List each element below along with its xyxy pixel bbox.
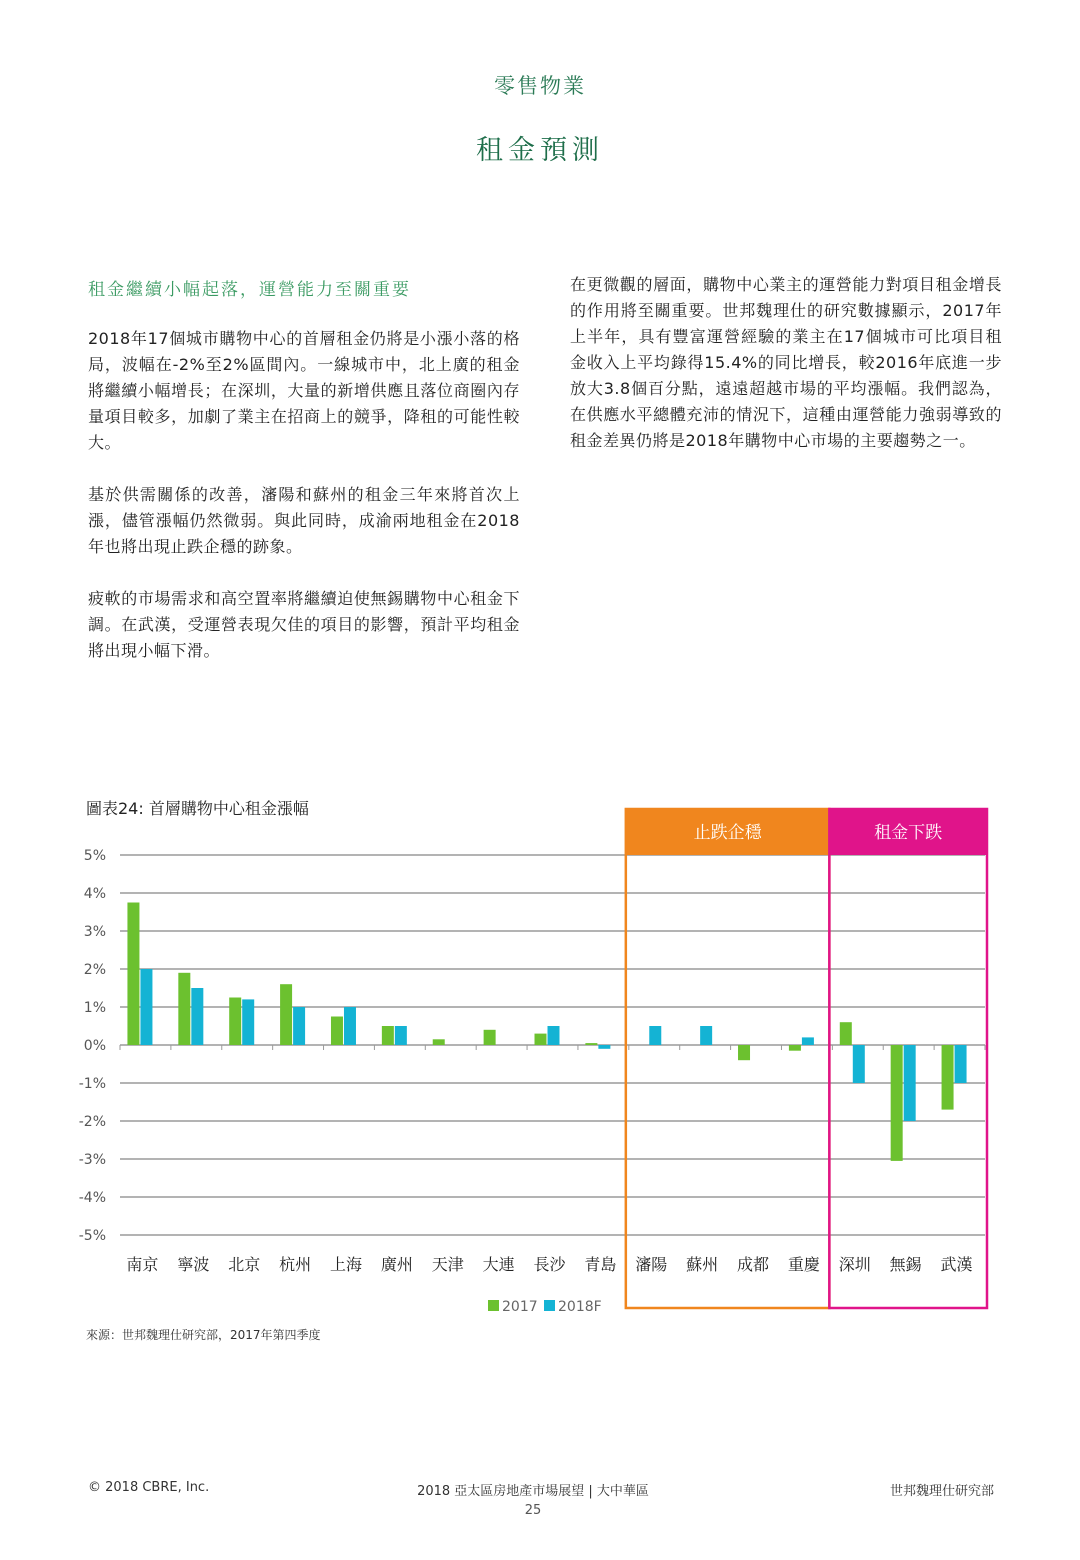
legend-swatch bbox=[488, 1300, 499, 1311]
category-label: 成都 bbox=[737, 1255, 770, 1274]
legend-swatch bbox=[544, 1300, 555, 1311]
y-tick-label: -1% bbox=[78, 1076, 106, 1092]
y-tick-label: 4% bbox=[83, 886, 106, 902]
bar-2018F-瀋陽 bbox=[649, 1026, 661, 1045]
category-label: 武漢 bbox=[940, 1255, 973, 1274]
category-label: 瀋陽 bbox=[635, 1255, 668, 1274]
section-label: 零售物業 bbox=[494, 74, 586, 98]
bar-2017-上海 bbox=[331, 1017, 343, 1046]
category-label: 杭州 bbox=[279, 1255, 312, 1274]
category-label: 深圳 bbox=[838, 1255, 871, 1274]
y-tick-label: -5% bbox=[78, 1228, 106, 1244]
paragraph: 2018年17個城市購物中心的首層租金仍將是小漲小落的格局，波幅在-2%至2%區間內。一線城市中，北上廣的租金將繼續小幅增長；在深圳，大量的新增供應且落位商圈內存量項目較多，加劇了業主在招商上的競爭，降租的可能性較大。 bbox=[88, 329, 520, 452]
bar-2018F-杭州 bbox=[293, 1007, 305, 1045]
category-label: 無錫 bbox=[889, 1255, 922, 1274]
bar-2018F-上海 bbox=[344, 1007, 356, 1045]
y-tick-label: 3% bbox=[83, 924, 106, 940]
bar-2017-天津 bbox=[433, 1039, 445, 1045]
y-tick-label: 1% bbox=[83, 1000, 106, 1016]
category-label: 上海 bbox=[329, 1255, 362, 1274]
y-tick-label: 2% bbox=[83, 962, 106, 978]
chart-title: 圖表24: 首層購物中心租金漲幅 bbox=[86, 799, 309, 818]
bar-2017-南京 bbox=[127, 903, 139, 1046]
bar-2018F-青島 bbox=[598, 1045, 610, 1049]
group-box bbox=[626, 809, 830, 1308]
bar-2017-成都 bbox=[738, 1045, 750, 1060]
category-label: 青島 bbox=[584, 1255, 617, 1274]
page-number: 25 bbox=[524, 1503, 542, 1518]
subheading: 租金繼續小幅起落，運營能力至關重要 bbox=[88, 280, 411, 300]
bar-2017-武漢 bbox=[942, 1045, 954, 1110]
category-label: 廣州 bbox=[380, 1255, 413, 1274]
category-label: 蘇州 bbox=[686, 1255, 719, 1274]
bar-2017-杭州 bbox=[280, 984, 292, 1045]
bar-2018F-深圳 bbox=[853, 1045, 865, 1083]
bar-2017-重慶 bbox=[789, 1045, 801, 1051]
bar-2018F-長沙 bbox=[548, 1026, 560, 1045]
category-label: 天津 bbox=[431, 1255, 464, 1274]
footer-department: 世邦魏理仕研究部 bbox=[889, 1484, 994, 1499]
bar-2017-寧波 bbox=[178, 973, 190, 1045]
bar-2018F-重慶 bbox=[802, 1037, 814, 1045]
bar-2018F-無錫 bbox=[904, 1045, 916, 1121]
bar-2017-廣州 bbox=[382, 1026, 394, 1045]
source-note: 來源：世邦魏理仕研究部，2017年第四季度 bbox=[86, 1328, 321, 1342]
bar-2018F-寧波 bbox=[191, 988, 203, 1045]
group-label: 止跌企穩 bbox=[693, 823, 762, 843]
category-label: 大連 bbox=[482, 1255, 515, 1274]
bar-2018F-武漢 bbox=[955, 1045, 967, 1083]
legend-label: 2017 bbox=[502, 1299, 538, 1315]
bar-2018F-廣州 bbox=[395, 1026, 407, 1045]
y-tick-label: 5% bbox=[83, 848, 106, 864]
bar-2018F-北京 bbox=[242, 999, 254, 1045]
footer-copyright: © 2018 CBRE, Inc. bbox=[88, 1480, 210, 1495]
legend-label: 2018F bbox=[558, 1299, 602, 1315]
y-tick-label: -3% bbox=[78, 1152, 106, 1168]
category-label: 南京 bbox=[126, 1255, 159, 1274]
bar-2017-長沙 bbox=[535, 1034, 547, 1045]
y-tick-label: 0% bbox=[83, 1038, 106, 1054]
paragraph: 基於供需關係的改善，瀋陽和蘇州的租金三年來將首次上漲，儘管漲幅仍然微弱。與此同時，成渝兩地租金在2018年也將出現止跌企穩的跡象。 bbox=[88, 485, 520, 556]
category-label: 寧波 bbox=[177, 1255, 210, 1274]
category-label: 北京 bbox=[228, 1255, 261, 1274]
paragraph: 在更微觀的層面，購物中心業主的運營能力對項目租金增長的作用將至關重要。世邦魏理仕的研究數據顯示，2017年上半年，具有豐富運營經驗的業主在17個城市可比項目租金收入上平均錄得15.4%的同比增長，較2016年底進一步放大3.8個百分點，遠遠超越市場的平均漲幅。我們認為，在供應水平總體充沛的情況下，這種由運營能力強弱導致的租金差異仍將是2018年購物中心市場的主要趨勢之一。 bbox=[570, 275, 1002, 450]
bar-2017-北京 bbox=[229, 998, 241, 1046]
bar-2017-大連 bbox=[484, 1030, 496, 1045]
bar-2018F-蘇州 bbox=[700, 1026, 712, 1045]
page-title: 租金預測 bbox=[476, 135, 604, 166]
bar-2018F-南京 bbox=[140, 969, 152, 1045]
paragraph: 疲軟的市場需求和高空置率將繼續迫使無錫購物中心租金下調。在武漢，受運營表現欠佳的項目的影響，預計平均租金將出現小幅下滑。 bbox=[88, 589, 520, 660]
category-label: 長沙 bbox=[533, 1255, 566, 1274]
y-tick-label: -2% bbox=[78, 1114, 106, 1130]
footer-report-title: 2018 亞太區房地產市場展望 | 大中華區 bbox=[417, 1484, 649, 1499]
y-tick-label: -4% bbox=[78, 1190, 106, 1206]
group-label: 租金下跌 bbox=[874, 823, 943, 843]
bar-2017-深圳 bbox=[840, 1022, 852, 1045]
bar-2017-無錫 bbox=[891, 1045, 903, 1161]
bar-2017-青島 bbox=[585, 1043, 597, 1045]
category-label: 重慶 bbox=[787, 1255, 820, 1274]
